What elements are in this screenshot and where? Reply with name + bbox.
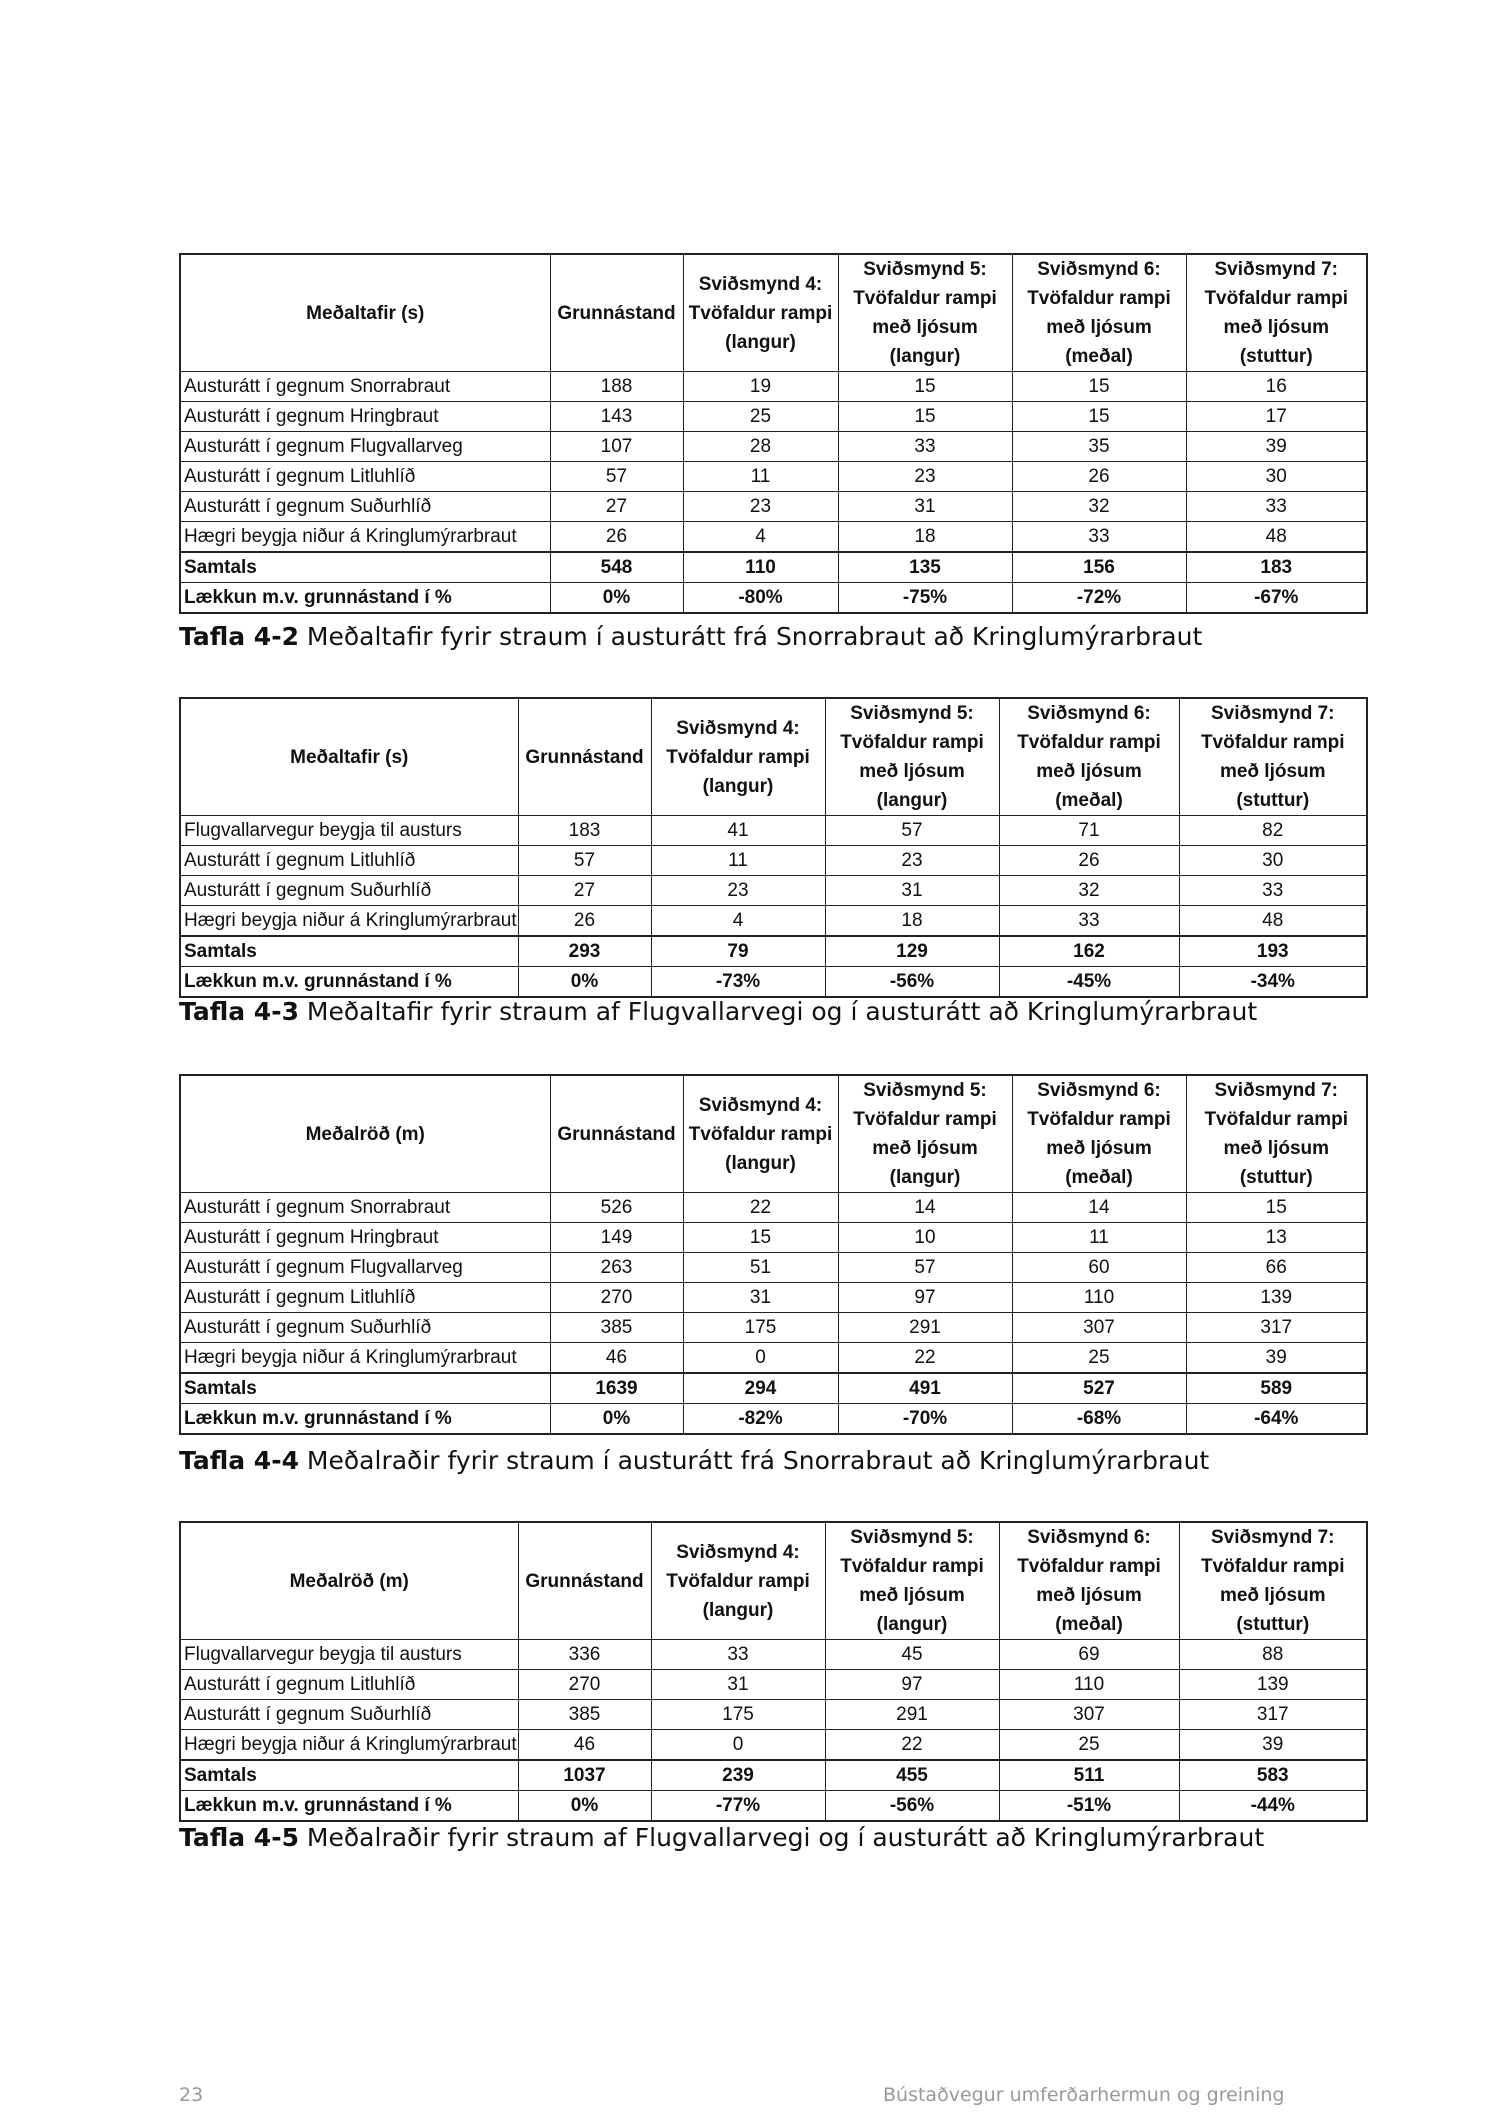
total-row [180,1373,1367,1404]
table-cell: 583 [1179,1760,1367,1791]
table-cell: 15 [1012,372,1186,402]
table-cell: 0 [651,1730,825,1761]
column-header: Sviðsmynd 4: Tvöfaldur rampi (langur) [683,254,838,372]
row-label: Austurátt í gegnum Suðurhlíð [180,1313,550,1343]
table-cell: 23 [683,492,838,522]
row-label: Samtals [180,552,550,583]
table-cell: 10 [838,1223,1012,1253]
table-cell: 4 [651,906,825,937]
table-cell: 33 [1179,876,1367,906]
table-cell: 491 [838,1373,1012,1404]
table-cell: 26 [550,522,683,553]
table-cell: 66 [1186,1253,1367,1283]
table-cell: 57 [518,846,651,876]
table-cell: 60 [1012,1253,1186,1283]
row-label: Lækkun m.v. grunnástand í % [180,583,550,614]
header-row [180,698,1367,816]
caption-label: Tafla 4-5 [179,1823,299,1852]
column-header: Sviðsmynd 7: Tvöfaldur rampi með ljósum (stuttur) [1186,254,1367,372]
table-cell: 294 [683,1373,838,1404]
caption-table-4-2 [179,622,1202,651]
table-cell: 162 [999,936,1179,967]
table-cell: -67% [1186,583,1367,614]
table-cell: 135 [838,552,1012,583]
caption-text: Meðalraðir fyrir straum af Flugvallarvegi og í austurátt að Kringlumýrarbraut [298,1823,1265,1852]
caption-table-4-4 [179,1446,1209,1475]
column-header: Meðalröð (m) [180,1522,518,1640]
table-cell: 385 [550,1313,683,1343]
table-cell: 15 [838,402,1012,432]
table-cell: 69 [999,1640,1179,1670]
reduction-row [180,583,1367,614]
column-header: Sviðsmynd 6: Tvöfaldur rampi með ljósum (meðal) [999,1522,1179,1640]
table-cell: 270 [550,1283,683,1313]
table-cell: 11 [683,462,838,492]
table-cell: 23 [651,876,825,906]
caption-text: Meðaltafir fyrir straum af Flugvallarvegi og í austurátt að Kringlumýrarbraut [298,997,1258,1026]
table-cell: 175 [683,1313,838,1343]
caption-table-4-3 [179,997,1257,1026]
table-cell: 19 [683,372,838,402]
table-row [180,1253,1367,1283]
table-cell: 239 [651,1760,825,1791]
table-row [180,1640,1367,1670]
row-label: Flugvallarvegur beygja til austurs [180,816,518,846]
table-cell: 18 [838,522,1012,553]
table-4-2 [179,253,1368,614]
table-cell: 33 [838,432,1012,462]
table-cell: 18 [825,906,999,937]
table-cell: -70% [838,1404,1012,1435]
table-cell: 270 [518,1670,651,1700]
reduction-row [180,1791,1367,1822]
column-header: Sviðsmynd 5: Tvöfaldur rampi með ljósum (langur) [825,1522,999,1640]
table-cell: 41 [651,816,825,846]
table-cell: 15 [683,1223,838,1253]
row-label: Austurátt í gegnum Snorrabraut [180,1193,550,1223]
column-header: Grunnástand [518,1522,651,1640]
table-cell: 548 [550,552,683,583]
table-row [180,816,1367,846]
table-cell: 13 [1186,1223,1367,1253]
table-cell: -64% [1186,1404,1367,1435]
table-cell: 33 [999,906,1179,937]
column-header: Grunnástand [550,1075,683,1193]
table-cell: -75% [838,583,1012,614]
table-cell: 27 [518,876,651,906]
table-cell: 129 [825,936,999,967]
table-cell: 22 [838,1343,1012,1374]
table-cell: 188 [550,372,683,402]
header-row [180,1075,1367,1193]
table-cell: -82% [683,1404,838,1435]
table-cell: -73% [651,967,825,998]
table-cell: 57 [825,816,999,846]
row-label: Samtals [180,1760,518,1791]
column-header: Sviðsmynd 4: Tvöfaldur rampi (langur) [651,698,825,816]
row-label: Lækkun m.v. grunnástand í % [180,1791,518,1822]
table-cell: 107 [550,432,683,462]
table-cell: 25 [1012,1343,1186,1374]
table-cell: 15 [1012,402,1186,432]
row-label: Austurátt í gegnum Suðurhlíð [180,492,550,522]
table-cell: 183 [1186,552,1367,583]
table-cell: 110 [683,552,838,583]
table-cell: 0% [550,1404,683,1435]
table-row [180,1313,1367,1343]
row-label: Samtals [180,936,518,967]
table-cell: -51% [999,1791,1179,1822]
column-header: Sviðsmynd 5: Tvöfaldur rampi með ljósum (langur) [838,254,1012,372]
table-cell: 175 [651,1700,825,1730]
table-cell: 139 [1186,1283,1367,1313]
column-header: Sviðsmynd 6: Tvöfaldur rampi með ljósum (meðal) [1012,254,1186,372]
row-label: Hægri beygja niður á Kringlumýrarbraut [180,906,518,937]
row-label: Austurátt í gegnum Litluhlíð [180,846,518,876]
table-cell: 31 [825,876,999,906]
total-row [180,936,1367,967]
row-label: Austurátt í gegnum Suðurhlíð [180,1700,518,1730]
table-cell: 97 [825,1670,999,1700]
table-cell: 31 [838,492,1012,522]
table-cell: 526 [550,1193,683,1223]
table-cell: -77% [651,1791,825,1822]
table-cell: 26 [1012,462,1186,492]
table-cell: 33 [1012,522,1186,553]
table-row [180,1670,1367,1700]
table-cell: 143 [550,402,683,432]
row-label: Lækkun m.v. grunnástand í % [180,967,518,998]
table-row [180,1730,1367,1761]
table-cell: 0% [518,1791,651,1822]
table-row [180,432,1367,462]
table-cell: 39 [1186,432,1367,462]
table-row [180,1700,1367,1730]
column-header: Meðalröð (m) [180,1075,550,1193]
table-cell: 110 [999,1670,1179,1700]
table-cell: 35 [1012,432,1186,462]
table-cell: 26 [518,906,651,937]
table-4-4 [179,1074,1368,1435]
table-row [180,402,1367,432]
row-label: Austurátt í gegnum Litluhlíð [180,1283,550,1313]
table-cell: 156 [1012,552,1186,583]
column-header: Meðaltafir (s) [180,254,550,372]
column-header: Sviðsmynd 4: Tvöfaldur rampi (langur) [683,1075,838,1193]
table-row [180,876,1367,906]
table-cell: 17 [1186,402,1367,432]
column-header: Grunnástand [518,698,651,816]
table-cell: 23 [838,462,1012,492]
row-label: Austurátt í gegnum Flugvallarveg [180,432,550,462]
row-label: Austurátt í gegnum Suðurhlíð [180,876,518,906]
table-cell: 149 [550,1223,683,1253]
table-cell: 4 [683,522,838,553]
column-header: Sviðsmynd 7: Tvöfaldur rampi með ljósum (stuttur) [1179,698,1367,816]
table-cell: 26 [999,846,1179,876]
caption-table-4-5 [179,1823,1264,1852]
table-cell: 51 [683,1253,838,1283]
table-cell: 307 [1012,1313,1186,1343]
row-label: Austurátt í gegnum Snorrabraut [180,372,550,402]
caption-label: Tafla 4-3 [179,997,299,1026]
reduction-row [180,1404,1367,1435]
row-label: Hægri beygja niður á Kringlumýrarbraut [180,1343,550,1374]
table-cell: 23 [825,846,999,876]
row-label: Flugvallarvegur beygja til austurs [180,1640,518,1670]
row-label: Austurátt í gegnum Litluhlíð [180,1670,518,1700]
table-cell: -45% [999,967,1179,998]
table-cell: 455 [825,1760,999,1791]
table-cell: 1639 [550,1373,683,1404]
table-cell: -44% [1179,1791,1367,1822]
table-cell: 82 [1179,816,1367,846]
table-cell: 527 [1012,1373,1186,1404]
table-cell: 48 [1186,522,1367,553]
table-cell: 22 [683,1193,838,1223]
caption-label: Tafla 4-4 [179,1446,299,1475]
table-cell: 193 [1179,936,1367,967]
row-label: Austurátt í gegnum Litluhlíð [180,462,550,492]
table-cell: 25 [999,1730,1179,1761]
table-cell: -34% [1179,967,1367,998]
table-cell: 22 [825,1730,999,1761]
table-cell: 30 [1179,846,1367,876]
table-cell: -56% [825,1791,999,1822]
table-cell: 48 [1179,906,1367,937]
caption-text: Meðalraðir fyrir straum í austurátt frá Snorrabraut að Kringlumýrarbraut [298,1446,1210,1475]
table-cell: 45 [825,1640,999,1670]
table-cell: 28 [683,432,838,462]
table-cell: 1037 [518,1760,651,1791]
table-cell: -68% [1012,1404,1186,1435]
column-header: Sviðsmynd 4: Tvöfaldur rampi (langur) [651,1522,825,1640]
table-cell: 16 [1186,372,1367,402]
column-header: Sviðsmynd 6: Tvöfaldur rampi með ljósum (meðal) [1012,1075,1186,1193]
table-cell: 139 [1179,1670,1367,1700]
table-cell: 291 [838,1313,1012,1343]
row-label: Hægri beygja niður á Kringlumýrarbraut [180,1730,518,1761]
column-header: Sviðsmynd 7: Tvöfaldur rampi með ljósum (stuttur) [1186,1075,1367,1193]
column-header: Sviðsmynd 6: Tvöfaldur rampi með ljósum (meðal) [999,698,1179,816]
table-cell: 263 [550,1253,683,1283]
header-row [180,254,1367,372]
table-cell: 33 [651,1640,825,1670]
table-cell: 336 [518,1640,651,1670]
table-cell: 14 [1012,1193,1186,1223]
reduction-row [180,967,1367,998]
table-cell: 33 [1186,492,1367,522]
table-cell: 11 [651,846,825,876]
total-row [180,1760,1367,1791]
table-cell: 293 [518,936,651,967]
table-cell: 32 [999,876,1179,906]
table-cell: 0% [550,583,683,614]
table-cell: 0 [683,1343,838,1374]
table-row [180,1193,1367,1223]
table-cell: 317 [1186,1313,1367,1343]
table-row [180,492,1367,522]
table-row [180,1343,1367,1374]
column-header: Grunnástand [550,254,683,372]
table-cell: 71 [999,816,1179,846]
table-cell: 39 [1186,1343,1367,1374]
table-cell: -80% [683,583,838,614]
table-row [180,522,1367,553]
table-cell: 110 [1012,1283,1186,1313]
table-cell: 11 [1012,1223,1186,1253]
table-row [180,846,1367,876]
table-cell: 27 [550,492,683,522]
row-label: Hægri beygja niður á Kringlumýrarbraut [180,522,550,553]
table-cell: 385 [518,1700,651,1730]
column-header: Sviðsmynd 5: Tvöfaldur rampi með ljósum (langur) [838,1075,1012,1193]
column-header: Meðaltafir (s) [180,698,518,816]
table-cell: 0% [518,967,651,998]
table-cell: 46 [518,1730,651,1761]
table-cell: 39 [1179,1730,1367,1761]
table-cell: 30 [1186,462,1367,492]
table-cell: -56% [825,967,999,998]
table-cell: 46 [550,1343,683,1374]
table-row [180,372,1367,402]
header-row [180,1522,1367,1640]
table-4-3 [179,697,1368,998]
caption-label: Tafla 4-2 [179,622,299,651]
table-cell: 57 [550,462,683,492]
document-title: Bústaðvegur umferðarhermun og greining [883,2084,1285,2106]
table-row [180,906,1367,937]
table-cell: 15 [1186,1193,1367,1223]
row-label: Austurátt í gegnum Hringbraut [180,402,550,432]
table-row [180,1223,1367,1253]
table-row [180,1283,1367,1313]
table-cell: 88 [1179,1640,1367,1670]
total-row [180,552,1367,583]
table-cell: 15 [838,372,1012,402]
table-cell: 291 [825,1700,999,1730]
table-row [180,462,1367,492]
row-label: Austurátt í gegnum Hringbraut [180,1223,550,1253]
row-label: Austurátt í gegnum Flugvallarveg [180,1253,550,1283]
row-label: Samtals [180,1373,550,1404]
table-cell: 511 [999,1760,1179,1791]
table-cell: 31 [683,1283,838,1313]
column-header: Sviðsmynd 5: Tvöfaldur rampi með ljósum (langur) [825,698,999,816]
table-cell: 25 [683,402,838,432]
table-cell: 32 [1012,492,1186,522]
table-cell: 183 [518,816,651,846]
table-cell: 97 [838,1283,1012,1313]
table-cell: 317 [1179,1700,1367,1730]
row-label: Lækkun m.v. grunnástand í % [180,1404,550,1435]
table-cell: 307 [999,1700,1179,1730]
table-4-5 [179,1521,1368,1822]
column-header: Sviðsmynd 7: Tvöfaldur rampi með ljósum (stuttur) [1179,1522,1367,1640]
table-cell: 79 [651,936,825,967]
caption-text: Meðaltafir fyrir straum í austurátt frá Snorrabraut að Kringlumýrarbraut [298,622,1203,651]
page-number: 23 [179,2084,204,2106]
table-cell: 31 [651,1670,825,1700]
table-cell: -72% [1012,583,1186,614]
table-cell: 57 [838,1253,1012,1283]
table-cell: 14 [838,1193,1012,1223]
table-cell: 589 [1186,1373,1367,1404]
